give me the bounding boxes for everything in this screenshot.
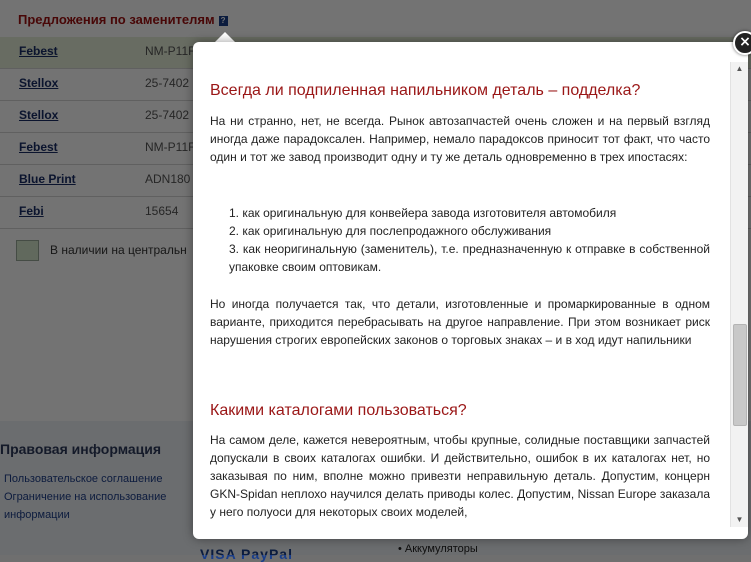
- modal-scrollbar[interactable]: [730, 62, 748, 527]
- close-icon[interactable]: ×: [733, 31, 751, 55]
- list-item: 2. как оригинальную для послепродажного обслуживания: [229, 224, 552, 238]
- info-modal: [193, 42, 748, 539]
- list-item: 3. как неоригинальную (заменитель), т.е. предназначенную к отправке в собственной упаковке своим оптовикам.: [229, 242, 710, 274]
- paragraph-redirect: Но иногда получается так, что детали, изготовленные и промаркированные в одном варианте, приходится перебрасывать на другое направление. При этом возникает риск нарушения строгих европейских законов о торговых знаках – и в ход идут напильники: [210, 297, 710, 347]
- paragraph-intro: На ни странно, нет, не всегда. Рынок автозапчастей очень сложен и на первый взгляд иногда даже парадоксален. Например, немало парадоксов приносит тот факт, что часто один и тот же завод производит одну и ту же деталь одновременно в трех ипостасях:: [210, 114, 710, 164]
- scroll-up-arrow-icon[interactable]: ▲: [735, 64, 744, 73]
- modal-content: [210, 42, 710, 539]
- scroll-down-arrow-icon[interactable]: ▼: [735, 515, 744, 524]
- heading-filed-part: Всегда ли подпиленная напильником деталь – подделка?: [210, 82, 641, 99]
- heading-catalogs: Какими каталогами пользоваться?: [210, 402, 467, 419]
- paragraph-catalogs: На самом деле, кажется невероятным, чтобы крупные, солидные поставщики запчастей допускали в своих каталогах ошибки. И действительно, ошибок в их каталогах нет, но заказывая по ним, вполне можно привезти неправильную деталь. Допустим, концерн GKN-Spidan неплохо научился делать приводы колес. Допустим, Nissan Europe заказала у него полуоси для некоторых своих моделей,: [210, 433, 710, 519]
- scrollbar-thumb[interactable]: [733, 324, 747, 426]
- list-item: 1. как оригинальную для конвейера завода изготовителя автомобиля: [229, 206, 617, 220]
